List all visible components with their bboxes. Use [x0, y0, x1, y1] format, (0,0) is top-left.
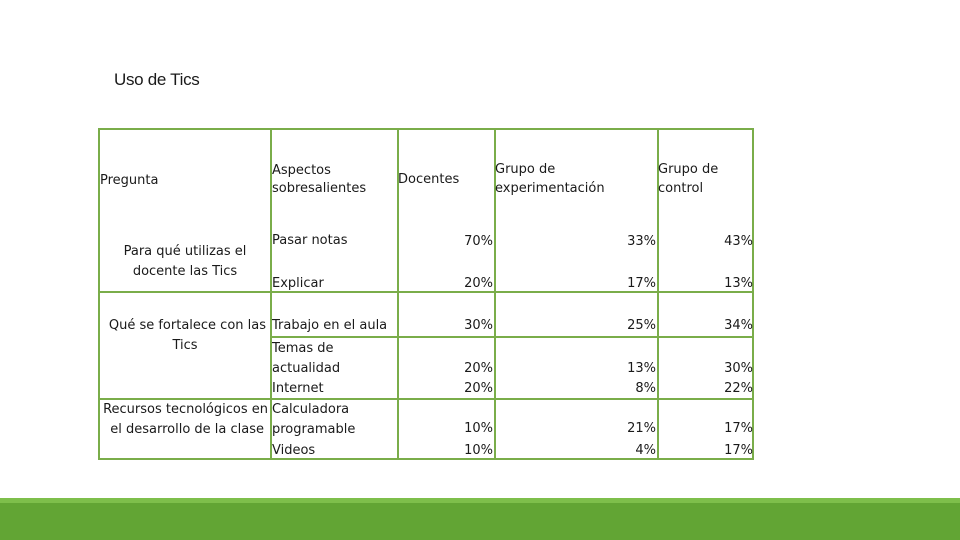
control-value: 22% — [724, 381, 753, 396]
question-1-line2: docente las Tics — [132, 264, 238, 279]
question-2-line2: Tics — [172, 338, 198, 353]
control-value: 13% — [724, 276, 753, 291]
experimentacion-value: 4% — [635, 443, 656, 458]
question-2-line1: Qué se fortalece con las — [108, 318, 266, 333]
question-1-line1: Para qué utilizas el — [123, 244, 247, 259]
experimentacion-value: 13% — [627, 361, 656, 376]
control-value: 43% — [724, 234, 753, 249]
row-divider — [270, 336, 754, 338]
experimentacion-value: 33% — [627, 234, 656, 249]
experimentacion-value: 17% — [627, 276, 656, 291]
docentes-value: 10% — [464, 421, 493, 436]
footer-bar — [0, 498, 960, 540]
data-table — [98, 128, 754, 460]
docentes-value: 20% — [464, 276, 493, 291]
aspect-videos: Videos — [272, 443, 316, 458]
aspect-calculadora-line1: Calculadora — [272, 402, 350, 417]
question-3-line2: el desarrollo de la clase — [110, 422, 264, 437]
experimentacion-value: 25% — [627, 318, 656, 333]
control-value: 30% — [724, 361, 753, 376]
question-3-line1: Recursos tecnológicos en — [103, 402, 268, 417]
control-value: 17% — [724, 443, 753, 458]
docentes-value: 20% — [464, 361, 493, 376]
aspect-temas-line1: Temas de — [272, 341, 334, 356]
slide-title: Uso de Tics — [114, 70, 200, 89]
docentes-value: 30% — [464, 318, 493, 333]
aspect-trabajo-aula: Trabajo en el aula — [272, 318, 388, 333]
aspect-explicar: Explicar — [272, 276, 324, 291]
aspect-pasar-notas: Pasar notas — [272, 233, 348, 248]
experimentacion-value: 8% — [635, 381, 656, 396]
control-value: 17% — [724, 421, 753, 436]
header-docentes: Docentes — [398, 172, 460, 187]
header-control-line1: Grupo de — [658, 162, 719, 177]
docentes-value: 20% — [464, 381, 493, 396]
docentes-value: 70% — [464, 234, 493, 249]
header-experimentacion-line2: experimentación — [495, 181, 605, 196]
experimentacion-value: 21% — [627, 421, 656, 436]
footer-bar-highlight — [0, 498, 960, 503]
header-pregunta: Pregunta — [100, 173, 159, 188]
aspect-temas-line2: actualidad — [272, 361, 341, 376]
aspect-calculadora-line2: programable — [272, 422, 356, 437]
header-aspectos-line1: Aspectos — [272, 163, 331, 178]
header-control-line2: control — [658, 181, 704, 196]
header-aspectos-line2: sobresalientes — [272, 181, 367, 196]
aspect-internet: Internet — [272, 381, 324, 396]
table-top-border — [98, 128, 754, 130]
control-value: 34% — [724, 318, 753, 333]
table-right-border — [752, 128, 754, 460]
docentes-value: 10% — [464, 443, 493, 458]
header-experimentacion-line1: Grupo de — [495, 162, 556, 177]
